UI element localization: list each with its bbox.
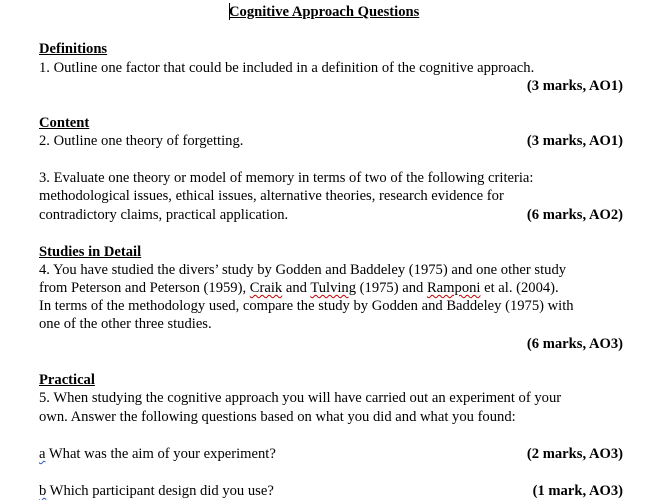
question-3-line-3: contradictory claims, practical application. bbox=[39, 207, 289, 223]
question-5a-marks: (2 marks, AO3) bbox=[526, 446, 623, 462]
question-5b-marks: (1 mark, AO3) bbox=[532, 483, 623, 499]
question-1-text: 1. Outline one factor that could be included in a definition of the cognitive approach. bbox=[39, 60, 535, 76]
question-4-line-4: one of the other three studies. bbox=[39, 316, 212, 332]
spellcheck-word-craik: Craik bbox=[249, 280, 283, 296]
page-title: Cognitive Approach Questions bbox=[229, 4, 420, 20]
studies-heading: Studies in Detail bbox=[39, 244, 142, 260]
question-4-text-a: from Peterson and Peterson (1959), bbox=[39, 280, 250, 296]
question-5a bbox=[39, 445, 276, 463]
question-5a-letter: a bbox=[39, 446, 46, 462]
question-2-text: 2. Outline one theory of forgetting. bbox=[39, 133, 244, 149]
question-3-line-1: 3. Evaluate one theory or model of memory in terms of two of the following criteria: bbox=[39, 170, 534, 186]
question-4-marks: (6 marks, AO3) bbox=[526, 336, 623, 352]
question-5-line-2: own. Answer the following questions based on what you did and what you found: bbox=[39, 409, 516, 425]
question-4-line-3: In terms of the methodology used, compare the study by Godden and Baddeley (1975) with bbox=[39, 298, 574, 314]
question-5b bbox=[39, 482, 274, 500]
spellcheck-word-ramponi: Ramponi bbox=[426, 280, 481, 296]
question-4-line-1: 4. You have studied the divers’ study by Godden and Baddeley (1975) and one other study bbox=[39, 262, 567, 278]
spellcheck-word-tulving: Tulving bbox=[310, 280, 357, 296]
definitions-heading: Definitions bbox=[39, 41, 108, 57]
question-4-text-c: (1975) and bbox=[356, 280, 427, 296]
question-1-marks: (3 marks, AO1) bbox=[526, 78, 623, 94]
question-4-text-d: et al. (2004). bbox=[480, 280, 559, 296]
question-4-line-2 bbox=[39, 279, 559, 297]
question-2-marks: (3 marks, AO1) bbox=[526, 133, 623, 149]
question-5b-text: Which participant design did you use? bbox=[46, 483, 274, 499]
content-heading: Content bbox=[39, 115, 90, 131]
question-3-line-2: methodological issues, ethical issues, alternative theories, research evidence for bbox=[39, 188, 504, 204]
question-5a-text: What was the aim of your experiment? bbox=[45, 446, 276, 462]
question-5b-letter: b bbox=[39, 483, 47, 499]
question-4-text-b: and bbox=[282, 280, 311, 296]
practical-heading: Practical bbox=[39, 372, 95, 388]
question-3-marks: (6 marks, AO2) bbox=[526, 207, 623, 223]
question-5-line-1: 5. When studying the cognitive approach you will have carried out an experiment of your bbox=[39, 390, 562, 406]
